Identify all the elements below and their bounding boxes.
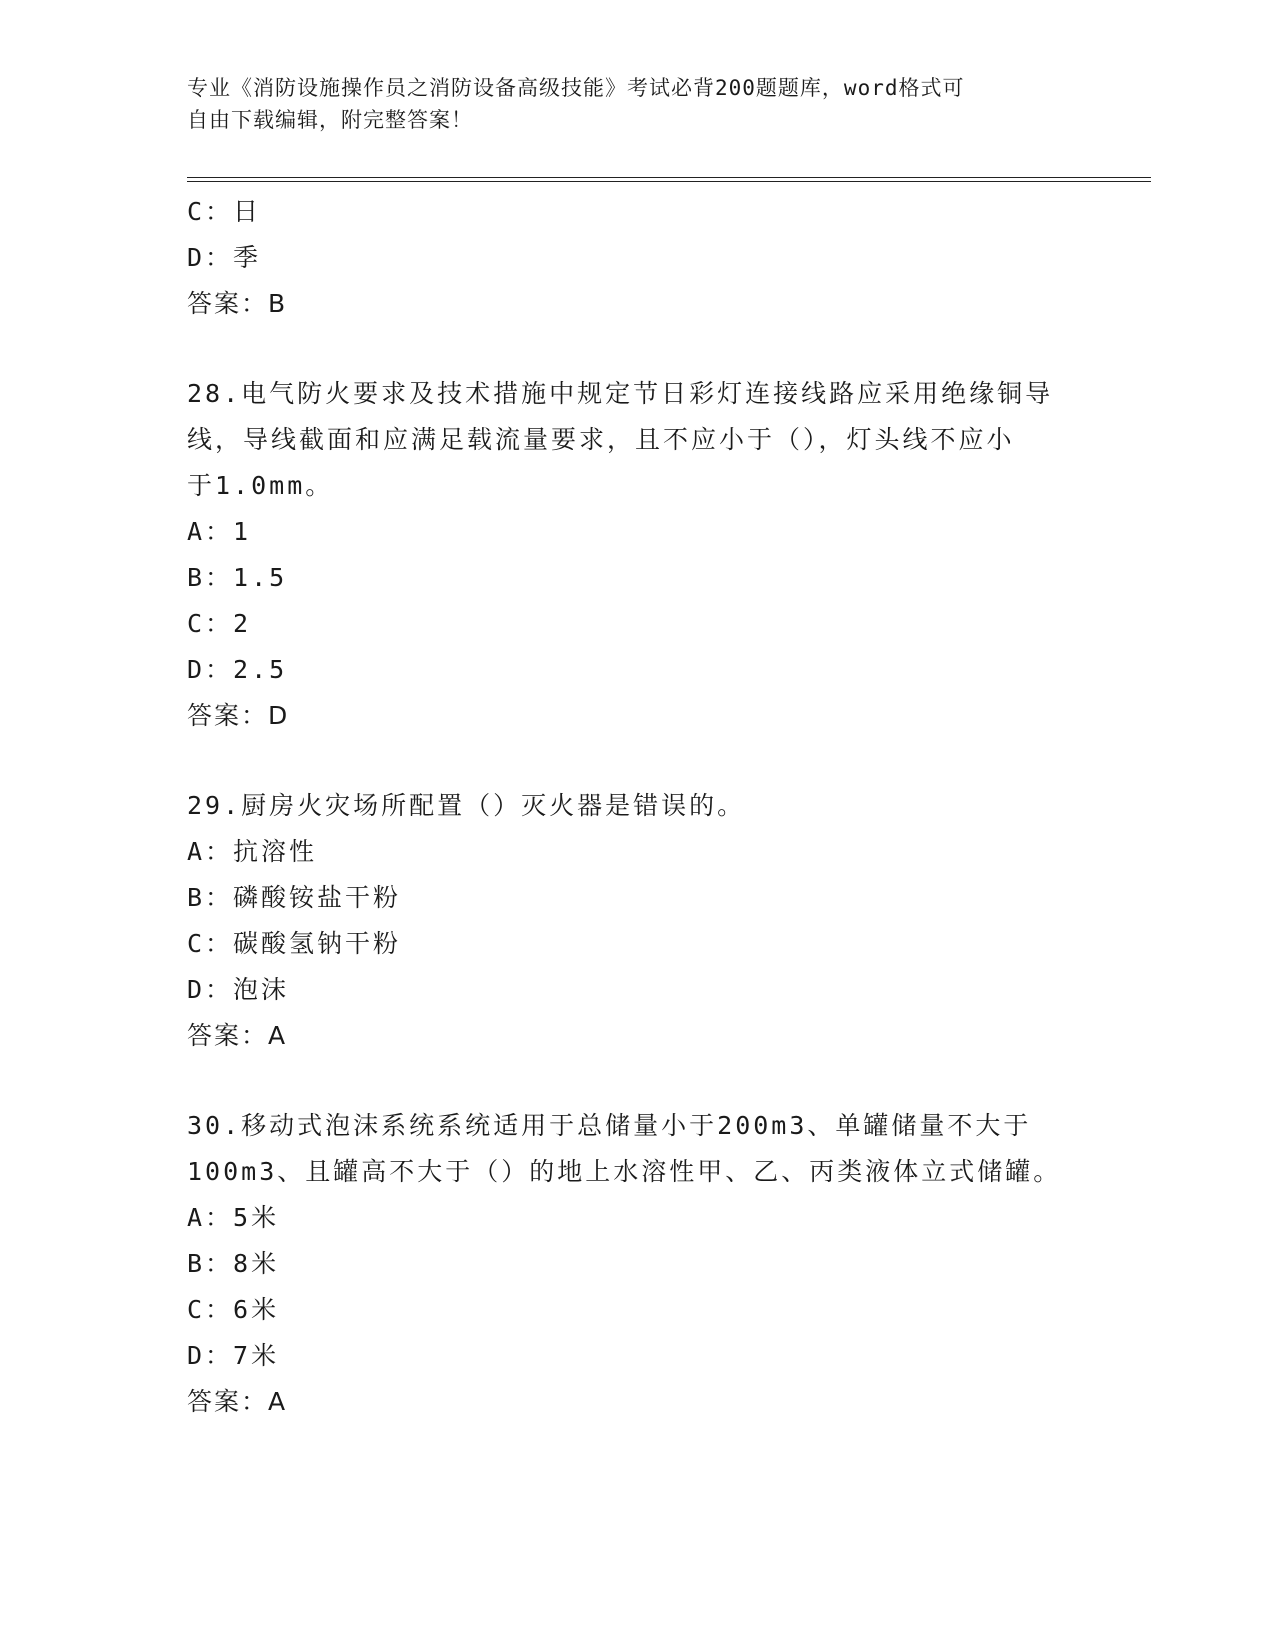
question-stem: 30.移动式泡沫系统系统适用于总储量小于200m3、单罐储量不大于 [187,1111,1032,1140]
spacer [187,739,1087,783]
option-d: D：泡沫 [187,975,290,1004]
header-divider-top [187,177,1151,178]
option-d: D：2.5 [187,655,288,684]
spacer [187,1059,1087,1103]
question-block-27-continued [187,189,1087,327]
answer-line: 答案：B [187,289,288,318]
document-header [187,72,1087,136]
option-c: C：2 [187,609,252,638]
option-b: B：磷酸铵盐干粉 [187,883,402,912]
question-stem: 于1.0mm。 [187,471,334,500]
option-d: D：季 [187,243,262,272]
header-title-line-2: 自由下载编辑，附完整答案！ [187,108,473,132]
option-c: C：6米 [187,1295,280,1324]
question-list [187,189,1087,1425]
answer-line: 答案：D [187,701,290,730]
option-a: A：1 [187,517,252,546]
option-c: C：日 [187,197,262,226]
option-c: C：碳酸氢钠干粉 [187,929,402,958]
header-divider-bottom [187,181,1151,182]
question-stem: 29.厨房火灾场所配置（）灭火器是错误的。 [187,791,746,820]
question-block-30 [187,1103,1087,1425]
question-stem: 100m3、且罐高不大于（）的地上水溶性甲、乙、丙类液体立式储罐。 [187,1157,1062,1186]
header-title-line-1: 专业《消防设施操作员之消防设备高级技能》考试必背200题题库，word格式可 [187,76,965,100]
option-b: B：1.5 [187,563,288,592]
question-stem: 线，导线截面和应满足载流量要求，且不应小于（），灯头线不应小 [187,425,1015,454]
answer-line: 答案：A [187,1387,288,1416]
spacer [187,327,1087,371]
option-a: A：抗溶性 [187,837,318,866]
question-block-28 [187,371,1087,739]
option-a: A：5米 [187,1203,280,1232]
question-stem: 28.电气防火要求及技术措施中规定节日彩灯连接线路应采用绝缘铜导 [187,379,1054,408]
option-d: D：7米 [187,1341,280,1370]
question-block-29 [187,783,1087,1059]
option-b: B：8米 [187,1249,280,1278]
answer-line: 答案：A [187,1021,288,1050]
